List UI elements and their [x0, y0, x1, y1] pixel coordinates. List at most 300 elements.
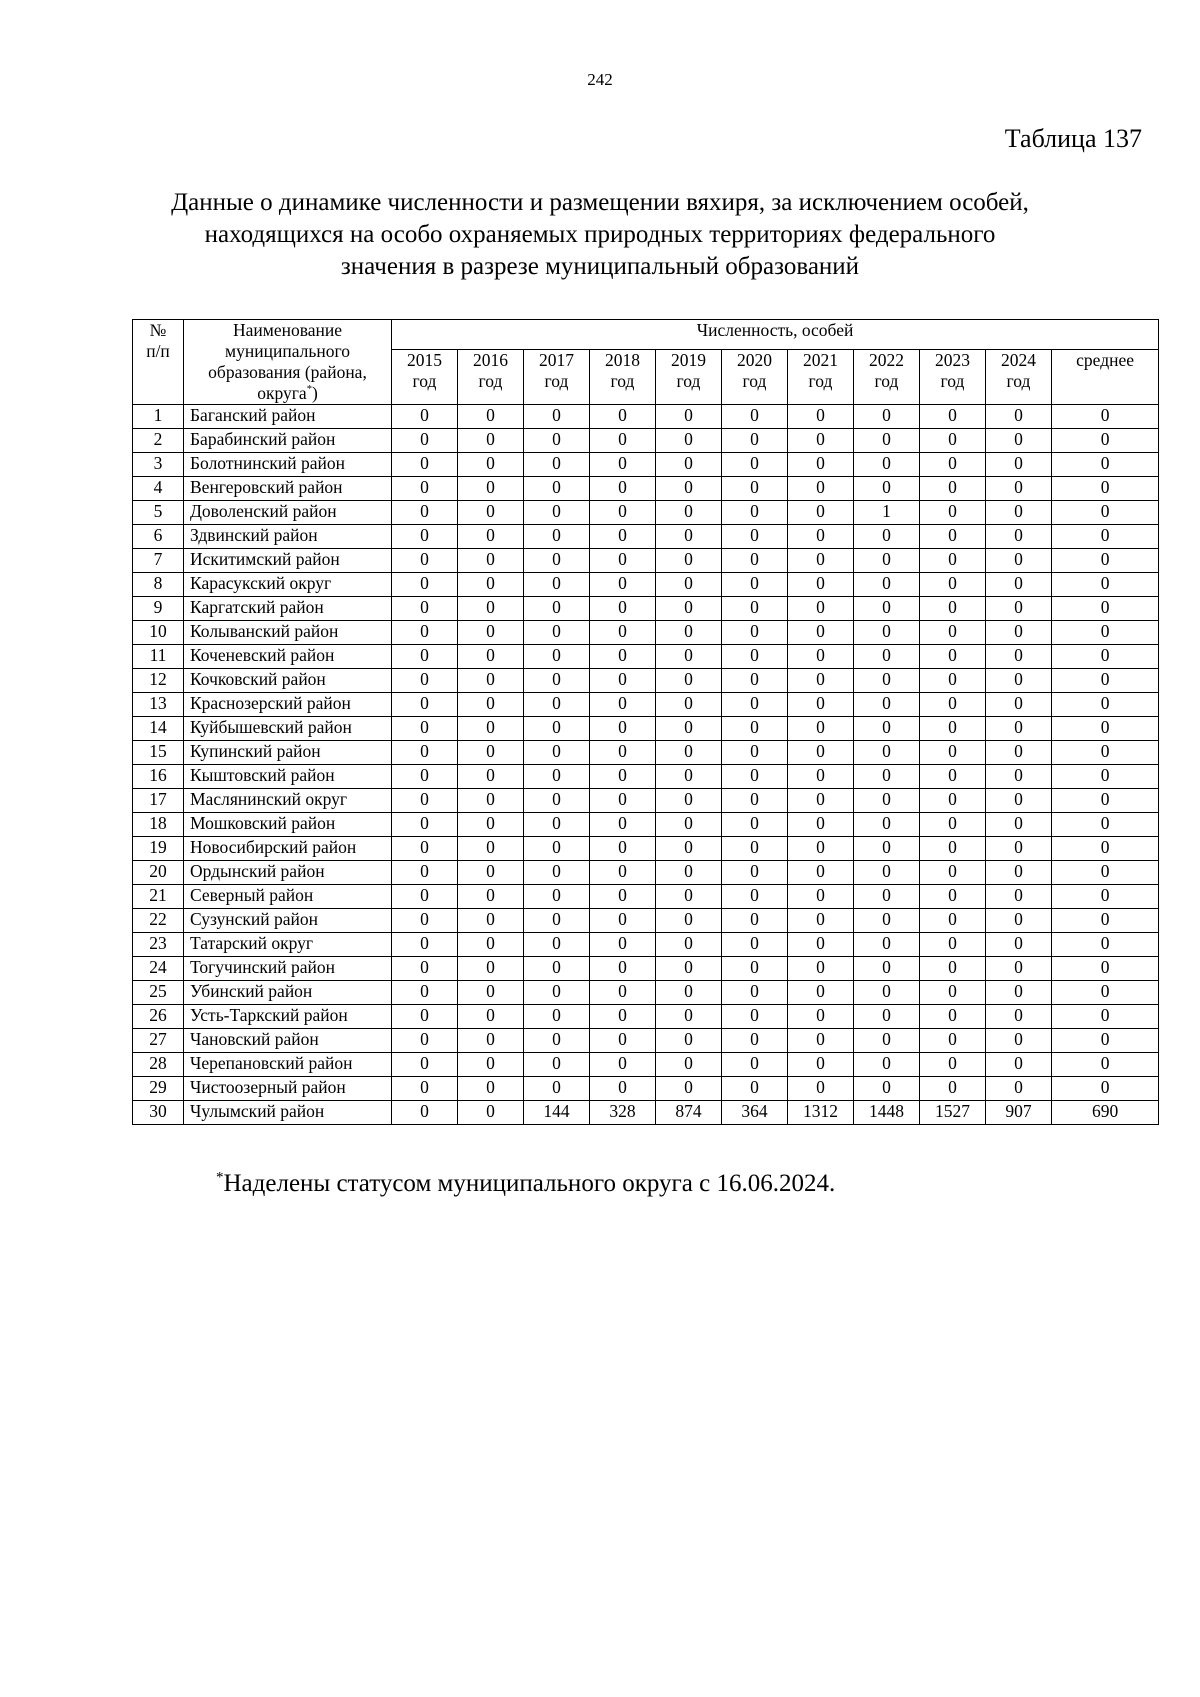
row-value: 0	[590, 525, 656, 549]
row-value: 0	[854, 981, 920, 1005]
row-value: 0	[392, 1101, 458, 1125]
row-value: 0	[590, 405, 656, 429]
row-value: 0	[458, 957, 524, 981]
row-value: 0	[392, 861, 458, 885]
row-number: 9	[133, 597, 184, 621]
row-value: 0	[524, 741, 590, 765]
row-value: 0	[590, 789, 656, 813]
row-value: 0	[854, 741, 920, 765]
row-value: 0	[788, 573, 854, 597]
row-value: 0	[788, 981, 854, 1005]
row-value: 0	[854, 693, 920, 717]
row-value: 0	[590, 813, 656, 837]
row-value: 0	[722, 981, 788, 1005]
header-year-suffix: год	[478, 371, 503, 392]
header-year-suffix: год	[808, 371, 833, 392]
row-value: 0	[920, 837, 986, 861]
row-value: 0	[788, 501, 854, 525]
row-value: 0	[854, 573, 920, 597]
header-year-value: 2015	[407, 350, 442, 371]
row-value: 0	[722, 1005, 788, 1029]
header-year-suffix: год	[742, 371, 767, 392]
row-value: 0	[788, 885, 854, 909]
header-name-line: Наименование	[232, 320, 343, 340]
row-value: 0	[656, 621, 722, 645]
row-value: 0	[788, 741, 854, 765]
table-row	[133, 453, 1159, 477]
row-value: 0	[458, 909, 524, 933]
row-district-name: Кочковский район	[184, 669, 392, 693]
row-value: 0	[788, 813, 854, 837]
row-district-name: Усть-Таркский район	[184, 1005, 392, 1029]
row-average: 0	[1052, 525, 1159, 549]
header-year	[986, 350, 1052, 405]
row-district-name: Коченевский район	[184, 645, 392, 669]
row-value: 0	[656, 789, 722, 813]
row-number: 18	[133, 813, 184, 837]
row-value: 0	[920, 765, 986, 789]
header-year	[788, 350, 854, 405]
row-value: 0	[392, 1005, 458, 1029]
row-value: 0	[722, 1053, 788, 1077]
header-name-close: )	[311, 383, 318, 403]
row-average: 0	[1052, 813, 1159, 837]
row-value: 0	[854, 621, 920, 645]
row-value: 0	[920, 789, 986, 813]
row-value: 0	[854, 1077, 920, 1101]
row-average: 0	[1052, 573, 1159, 597]
row-value: 0	[392, 789, 458, 813]
row-average: 0	[1052, 645, 1159, 669]
population-table	[132, 319, 1159, 1125]
row-number: 23	[133, 933, 184, 957]
row-district-name: Куйбышевский район	[184, 717, 392, 741]
row-value: 0	[590, 669, 656, 693]
row-value: 0	[458, 885, 524, 909]
row-value: 0	[590, 549, 656, 573]
row-district-name: Убинский район	[184, 981, 392, 1005]
table-title-line: Данные о динамике численности и размещении вяхиря, за исключением особей,	[171, 189, 1029, 216]
row-value: 0	[392, 1029, 458, 1053]
row-value: 0	[788, 597, 854, 621]
row-value: 0	[656, 741, 722, 765]
row-value: 0	[458, 573, 524, 597]
row-value: 0	[656, 405, 722, 429]
row-value: 0	[722, 693, 788, 717]
row-value: 0	[458, 405, 524, 429]
table-row	[133, 501, 1159, 525]
header-year-value: 2017	[539, 350, 574, 371]
row-value: 0	[392, 765, 458, 789]
row-value: 0	[986, 957, 1052, 981]
row-value: 0	[986, 1053, 1052, 1077]
row-value: 0	[392, 813, 458, 837]
row-value: 0	[458, 861, 524, 885]
row-value: 0	[392, 885, 458, 909]
header-year	[524, 350, 590, 405]
row-number: 8	[133, 573, 184, 597]
row-value: 0	[524, 1053, 590, 1077]
row-value: 0	[524, 861, 590, 885]
row-value: 0	[854, 405, 920, 429]
row-value: 0	[722, 477, 788, 501]
row-value: 0	[722, 453, 788, 477]
row-value: 0	[590, 597, 656, 621]
row-value: 0	[656, 861, 722, 885]
row-value: 0	[854, 861, 920, 885]
row-value: 0	[458, 429, 524, 453]
row-value: 0	[722, 1077, 788, 1101]
row-number: 24	[133, 957, 184, 981]
row-value: 0	[392, 1053, 458, 1077]
row-value: 0	[458, 1053, 524, 1077]
row-average: 0	[1052, 741, 1159, 765]
row-value: 0	[524, 909, 590, 933]
row-value: 0	[986, 525, 1052, 549]
row-value: 0	[920, 597, 986, 621]
row-value: 0	[854, 549, 920, 573]
row-value: 0	[590, 933, 656, 957]
row-value: 0	[524, 405, 590, 429]
row-value: 0	[920, 909, 986, 933]
row-value: 0	[524, 1005, 590, 1029]
row-number: 29	[133, 1077, 184, 1101]
row-average: 0	[1052, 1053, 1159, 1077]
row-value: 0	[656, 957, 722, 981]
row-value: 0	[788, 1029, 854, 1053]
row-value: 0	[458, 693, 524, 717]
row-value: 0	[458, 1029, 524, 1053]
row-value: 0	[656, 981, 722, 1005]
row-value: 0	[458, 453, 524, 477]
row-value: 0	[920, 429, 986, 453]
table-title	[150, 187, 1050, 283]
row-number: 6	[133, 525, 184, 549]
row-value: 0	[524, 645, 590, 669]
row-number: 17	[133, 789, 184, 813]
row-district-name: Мошковский район	[184, 813, 392, 837]
row-value: 0	[920, 621, 986, 645]
table-row	[133, 1029, 1159, 1053]
table-row	[133, 909, 1159, 933]
row-district-name: Чистоозерный район	[184, 1077, 392, 1101]
row-value: 0	[392, 1077, 458, 1101]
header-number-symbol: №	[149, 320, 167, 340]
row-value: 0	[920, 549, 986, 573]
row-value: 0	[524, 933, 590, 957]
row-district-name: Болотнинский район	[184, 453, 392, 477]
row-value: 0	[920, 405, 986, 429]
row-value: 0	[524, 957, 590, 981]
row-number: 27	[133, 1029, 184, 1053]
row-average: 0	[1052, 1077, 1159, 1101]
row-value: 0	[788, 1005, 854, 1029]
row-value: 0	[656, 909, 722, 933]
row-value: 0	[722, 813, 788, 837]
table-row	[133, 885, 1159, 909]
row-number: 28	[133, 1053, 184, 1077]
row-value: 1312	[788, 1101, 854, 1125]
row-value: 1448	[854, 1101, 920, 1125]
footnote-text: Наделены статусом муниципального округа с 16.06.2024.	[223, 1170, 836, 1197]
row-value: 0	[392, 981, 458, 1005]
table-row	[133, 1005, 1159, 1029]
row-value: 0	[722, 621, 788, 645]
row-value: 0	[458, 549, 524, 573]
row-value: 0	[590, 957, 656, 981]
row-value: 0	[854, 477, 920, 501]
row-number: 10	[133, 621, 184, 645]
row-value: 0	[986, 573, 1052, 597]
row-value: 0	[458, 621, 524, 645]
row-value: 0	[590, 1077, 656, 1101]
header-year-suffix: год	[544, 371, 569, 392]
row-number: 12	[133, 669, 184, 693]
row-district-name: Тогучинский район	[184, 957, 392, 981]
row-value: 0	[656, 525, 722, 549]
row-value: 0	[722, 741, 788, 765]
row-value: 0	[854, 669, 920, 693]
row-value: 0	[590, 621, 656, 645]
table-row	[133, 693, 1159, 717]
row-value: 0	[656, 453, 722, 477]
header-year	[392, 350, 458, 405]
row-value: 0	[524, 525, 590, 549]
row-value: 0	[854, 645, 920, 669]
row-value: 0	[788, 549, 854, 573]
table-label: Таблица 137	[1004, 124, 1142, 153]
row-average: 0	[1052, 981, 1159, 1005]
table-title-line: значения в разрезе муниципальный образований	[340, 253, 860, 280]
row-average: 0	[1052, 621, 1159, 645]
table-row	[133, 429, 1159, 453]
row-value: 0	[590, 741, 656, 765]
row-value: 0	[788, 693, 854, 717]
row-value: 0	[854, 933, 920, 957]
row-value: 0	[722, 549, 788, 573]
table-row	[133, 621, 1159, 645]
row-value: 0	[392, 669, 458, 693]
row-value: 0	[722, 669, 788, 693]
row-value: 0	[986, 909, 1052, 933]
row-value: 0	[524, 837, 590, 861]
row-number: 22	[133, 909, 184, 933]
row-value: 0	[920, 813, 986, 837]
row-value: 0	[854, 1029, 920, 1053]
row-value: 0	[788, 837, 854, 861]
row-value: 0	[458, 789, 524, 813]
header-year-suffix: год	[1006, 371, 1031, 392]
row-value: 0	[986, 981, 1052, 1005]
table-row	[133, 573, 1159, 597]
row-value: 0	[788, 717, 854, 741]
row-value: 0	[392, 597, 458, 621]
row-district-name: Сузунский район	[184, 909, 392, 933]
table-row	[133, 477, 1159, 501]
row-value: 0	[920, 1077, 986, 1101]
row-value: 0	[656, 837, 722, 861]
table-row	[133, 789, 1159, 813]
row-value: 0	[392, 645, 458, 669]
row-average: 0	[1052, 501, 1159, 525]
row-district-name: Ордынский район	[184, 861, 392, 885]
row-district-name: Северный район	[184, 885, 392, 909]
table-row	[133, 645, 1159, 669]
row-district-name: Маслянинский округ	[184, 789, 392, 813]
header-year-value: 2018	[605, 350, 640, 371]
row-value: 0	[656, 765, 722, 789]
table-row	[133, 981, 1159, 1005]
header-year-value: 2016	[473, 350, 508, 371]
row-average: 0	[1052, 453, 1159, 477]
row-value: 0	[854, 453, 920, 477]
row-value: 1	[854, 501, 920, 525]
row-value: 0	[920, 501, 986, 525]
row-average: 690	[1052, 1101, 1159, 1125]
row-value: 0	[854, 813, 920, 837]
row-district-name: Баганский район	[184, 405, 392, 429]
row-value: 0	[458, 645, 524, 669]
row-value: 0	[854, 1053, 920, 1077]
page-number: 242	[587, 70, 613, 89]
row-value: 0	[392, 549, 458, 573]
row-value: 0	[524, 789, 590, 813]
row-value: 0	[722, 597, 788, 621]
row-value: 0	[986, 933, 1052, 957]
row-value: 0	[524, 885, 590, 909]
row-value: 0	[590, 717, 656, 741]
row-average: 0	[1052, 717, 1159, 741]
row-value: 0	[722, 429, 788, 453]
row-value: 0	[656, 477, 722, 501]
row-value: 0	[656, 1077, 722, 1101]
row-district-name: Черепановский район	[184, 1053, 392, 1077]
row-district-name: Чулымский район	[184, 1101, 392, 1125]
row-value: 0	[722, 573, 788, 597]
row-value: 328	[590, 1101, 656, 1125]
header-year-suffix: год	[610, 371, 635, 392]
row-value: 0	[920, 741, 986, 765]
row-value: 0	[854, 765, 920, 789]
row-value: 0	[722, 1029, 788, 1053]
row-value: 0	[788, 765, 854, 789]
row-value: 0	[524, 1029, 590, 1053]
row-number: 19	[133, 837, 184, 861]
table-row	[133, 957, 1159, 981]
row-value: 0	[656, 597, 722, 621]
row-value: 0	[524, 693, 590, 717]
row-value: 0	[986, 741, 1052, 765]
header-year-value: 2021	[803, 350, 838, 371]
row-value: 0	[722, 765, 788, 789]
row-value: 0	[788, 1077, 854, 1101]
row-value: 0	[656, 429, 722, 453]
row-value: 0	[656, 717, 722, 741]
table-row	[133, 813, 1159, 837]
row-value: 0	[524, 477, 590, 501]
row-value: 0	[920, 1029, 986, 1053]
row-district-name: Колыванский район	[184, 621, 392, 645]
row-number: 13	[133, 693, 184, 717]
footnote	[216, 1170, 835, 1198]
row-district-name: Искитимский район	[184, 549, 392, 573]
row-value: 0	[458, 597, 524, 621]
row-average: 0	[1052, 765, 1159, 789]
row-value: 0	[590, 501, 656, 525]
header-name-line: образования (района,	[208, 362, 367, 382]
row-district-name: Кыштовский район	[184, 765, 392, 789]
row-value: 0	[392, 693, 458, 717]
row-value: 0	[392, 741, 458, 765]
row-value: 0	[920, 717, 986, 741]
row-value: 0	[524, 981, 590, 1005]
row-value: 0	[986, 453, 1052, 477]
row-number: 25	[133, 981, 184, 1005]
header-group: Численность, особей	[392, 320, 1159, 350]
row-value: 0	[986, 861, 1052, 885]
row-value: 0	[722, 501, 788, 525]
header-average: среднее	[1052, 350, 1159, 405]
row-value: 0	[920, 693, 986, 717]
row-value: 0	[788, 525, 854, 549]
row-average: 0	[1052, 405, 1159, 429]
row-value: 0	[854, 789, 920, 813]
row-value: 0	[392, 573, 458, 597]
row-value: 0	[788, 789, 854, 813]
row-value: 0	[590, 981, 656, 1005]
table-row	[133, 765, 1159, 789]
row-value: 0	[458, 1077, 524, 1101]
row-value: 0	[854, 957, 920, 981]
row-value: 0	[986, 837, 1052, 861]
row-value: 0	[986, 1029, 1052, 1053]
row-value: 0	[458, 717, 524, 741]
row-value: 0	[986, 1077, 1052, 1101]
header-year-value: 2022	[869, 350, 904, 371]
row-value: 0	[986, 501, 1052, 525]
row-value: 0	[392, 429, 458, 453]
row-number: 14	[133, 717, 184, 741]
row-district-name: Каргатский район	[184, 597, 392, 621]
row-value: 0	[986, 717, 1052, 741]
row-value: 0	[788, 453, 854, 477]
row-value: 0	[656, 885, 722, 909]
row-value: 0	[920, 957, 986, 981]
footnote-mark: *	[216, 1169, 224, 1186]
row-number: 1	[133, 405, 184, 429]
row-number: 5	[133, 501, 184, 525]
row-value: 0	[656, 813, 722, 837]
footnote-mark: *	[306, 384, 312, 396]
row-number: 26	[133, 1005, 184, 1029]
row-value: 0	[458, 765, 524, 789]
row-value: 0	[986, 885, 1052, 909]
table-row	[133, 525, 1159, 549]
header-number	[133, 320, 184, 405]
row-value: 0	[524, 573, 590, 597]
row-value: 0	[524, 813, 590, 837]
row-value: 0	[656, 1029, 722, 1053]
row-district-name: Чановский район	[184, 1029, 392, 1053]
row-value: 0	[590, 573, 656, 597]
row-value: 0	[590, 837, 656, 861]
row-district-name: Венгеровский район	[184, 477, 392, 501]
row-district-name: Купинский район	[184, 741, 392, 765]
row-value: 0	[920, 933, 986, 957]
row-value: 0	[986, 405, 1052, 429]
row-value: 0	[722, 645, 788, 669]
header-year	[722, 350, 788, 405]
